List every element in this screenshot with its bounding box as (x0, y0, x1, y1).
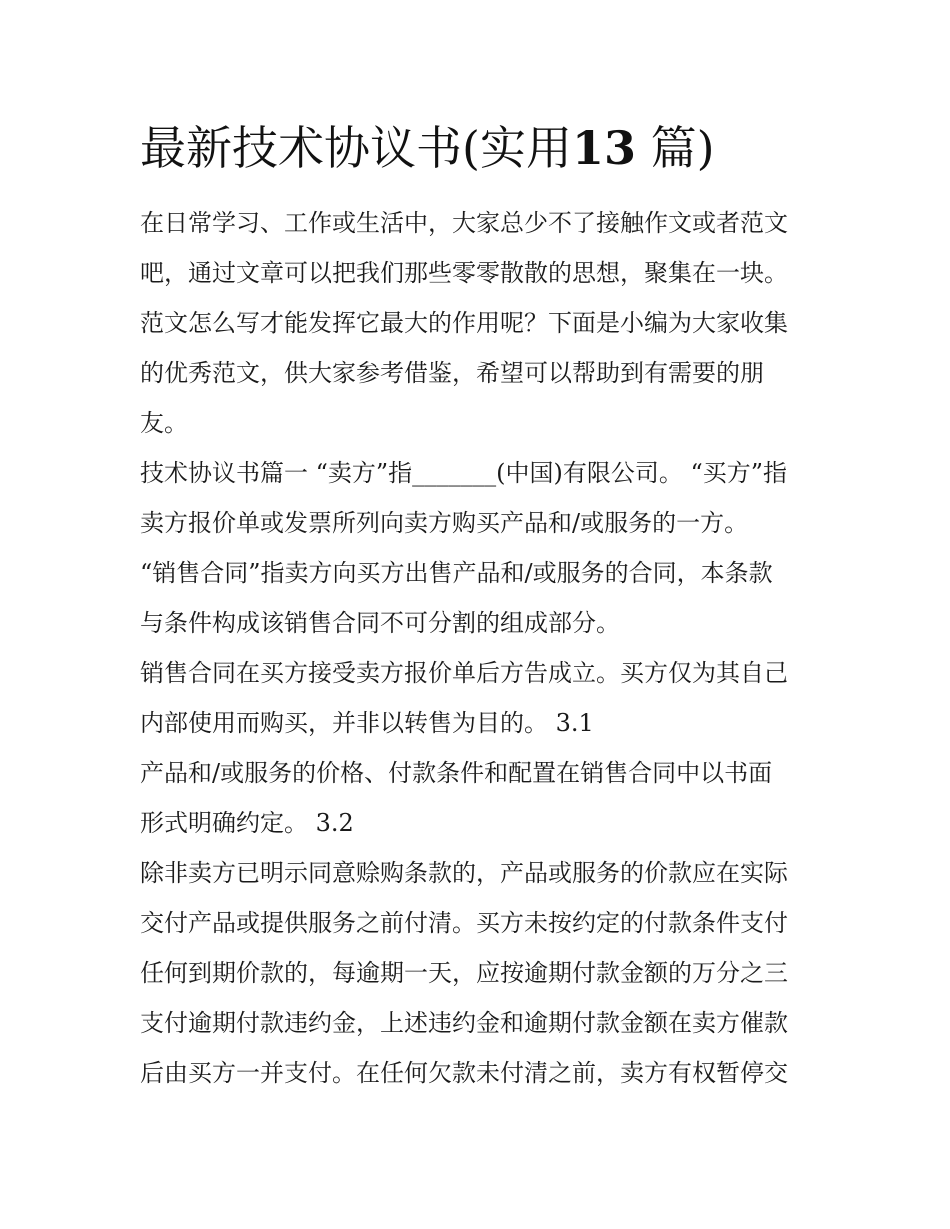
text-line: 卖方报价单或发票所列向卖方购买产品和/或服务的一方。 (140, 509, 749, 537)
text-line: 在日常学习、工作或生活中，大家总少不了接触作文或者范文 (140, 209, 788, 237)
text-line: 支付逾期付款违约金，上述违约金和逾期付款金额在卖方催款 (140, 1009, 788, 1037)
text-line: 产品和/或服务的价格、付款条件和配置在销售合同中以书面 (140, 759, 773, 787)
title-end-text: 篇) (650, 121, 715, 175)
text-line: 友。 (140, 409, 188, 437)
text-line: 吧，通过文章可以把我们那些零零散散的思想，聚集在一块。 (140, 259, 788, 287)
text-line: 内部使用而购买，并非以转售为目的。 3.1 (140, 709, 594, 737)
text-line: 技术协议书篇一 “卖方”指_______(中国)有限公司。 “买方”指 (140, 459, 788, 487)
text-line: 的优秀范文，供大家参考借鉴，希望可以帮助到有需要的朋 (140, 359, 764, 387)
text-line: 除非卖方已明示同意赊购条款的，产品或服务的价款应在实际 (140, 859, 788, 887)
text-line: 任何到期价款的，每逾期一天，应按逾期付款金额的万分之三 (140, 959, 788, 987)
text-line: 后由买方一并支付。在任何欠款未付清之前，卖方有权暂停交 (140, 1059, 788, 1087)
title-main-text: 最新技术协议书(实用 (140, 121, 572, 175)
document-title (140, 118, 715, 178)
text-line: 销售合同在买方接受卖方报价单后方告成立。买方仅为其自己 (140, 659, 788, 687)
title-number: 13 (571, 121, 636, 175)
text-line: 形式明确约定。 3.2 (140, 809, 354, 837)
text-line: 范文怎么写才能发挥它最大的作用呢？下面是小编为大家收集 (140, 309, 788, 337)
text-line: 交付产品或提供服务之前付清。买方未按约定的付款条件支付 (140, 909, 788, 937)
text-line: “销售合同”指卖方向买方出售产品和/或服务的合同，本条款 (140, 559, 773, 587)
text-line: 与条件构成该销售合同不可分割的组成部分。 (140, 609, 620, 637)
document-body (140, 198, 820, 1098)
